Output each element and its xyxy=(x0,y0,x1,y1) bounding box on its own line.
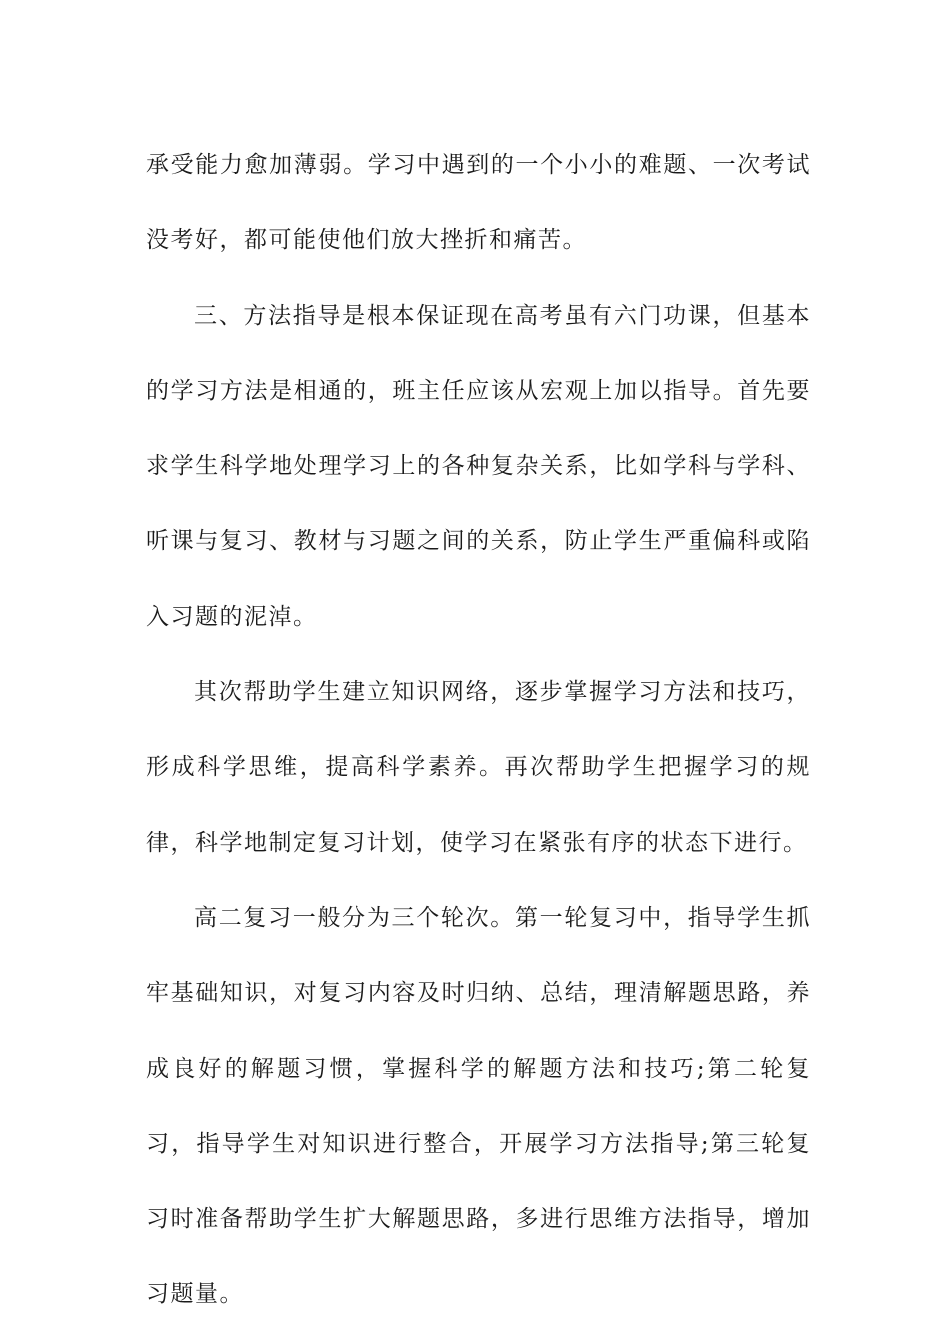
paragraph-4: 高二复习一般分为三个轮次。第一轮复习中，指导学生抓牢基础知识，对复习内容及时归纳、总结，理清解题思路，养成良好的解题习惯，掌握科学的解题方法和技巧;第二轮复习，指导学生对知识进行整合，开展学习方法指导;第三轮复习时准备帮助学生扩大解题思路，多进行思维方法指导，增加习题量。 xyxy=(146,904,811,1308)
paragraph-1: 承受能力愈加薄弱。学习中遇到的一个小小的难题、一次考试没考好，都可能使他们放大挫折和痛苦。 xyxy=(146,152,811,254)
paragraph-2: 三、方法指导是根本保证现在高考虽有六门功课，但基本的学习方法是相通的，班主任应该从宏观上加以指导。首先要求学生科学地处理学习上的各种复杂关系，比如学科与学科、听课与复习、教材与习题之间的关系，防止学生严重偏科或陷入习题的泥淖。 xyxy=(146,302,811,630)
paragraph-3: 其次帮助学生建立知识网络，逐步掌握学习方法和技巧，形成科学思维，提高科学素养。再次帮助学生把握学习的规律，科学地制定复习计划，使学习在紧张有序的状态下进行。 xyxy=(146,679,811,856)
document-body xyxy=(146,128,811,1333)
